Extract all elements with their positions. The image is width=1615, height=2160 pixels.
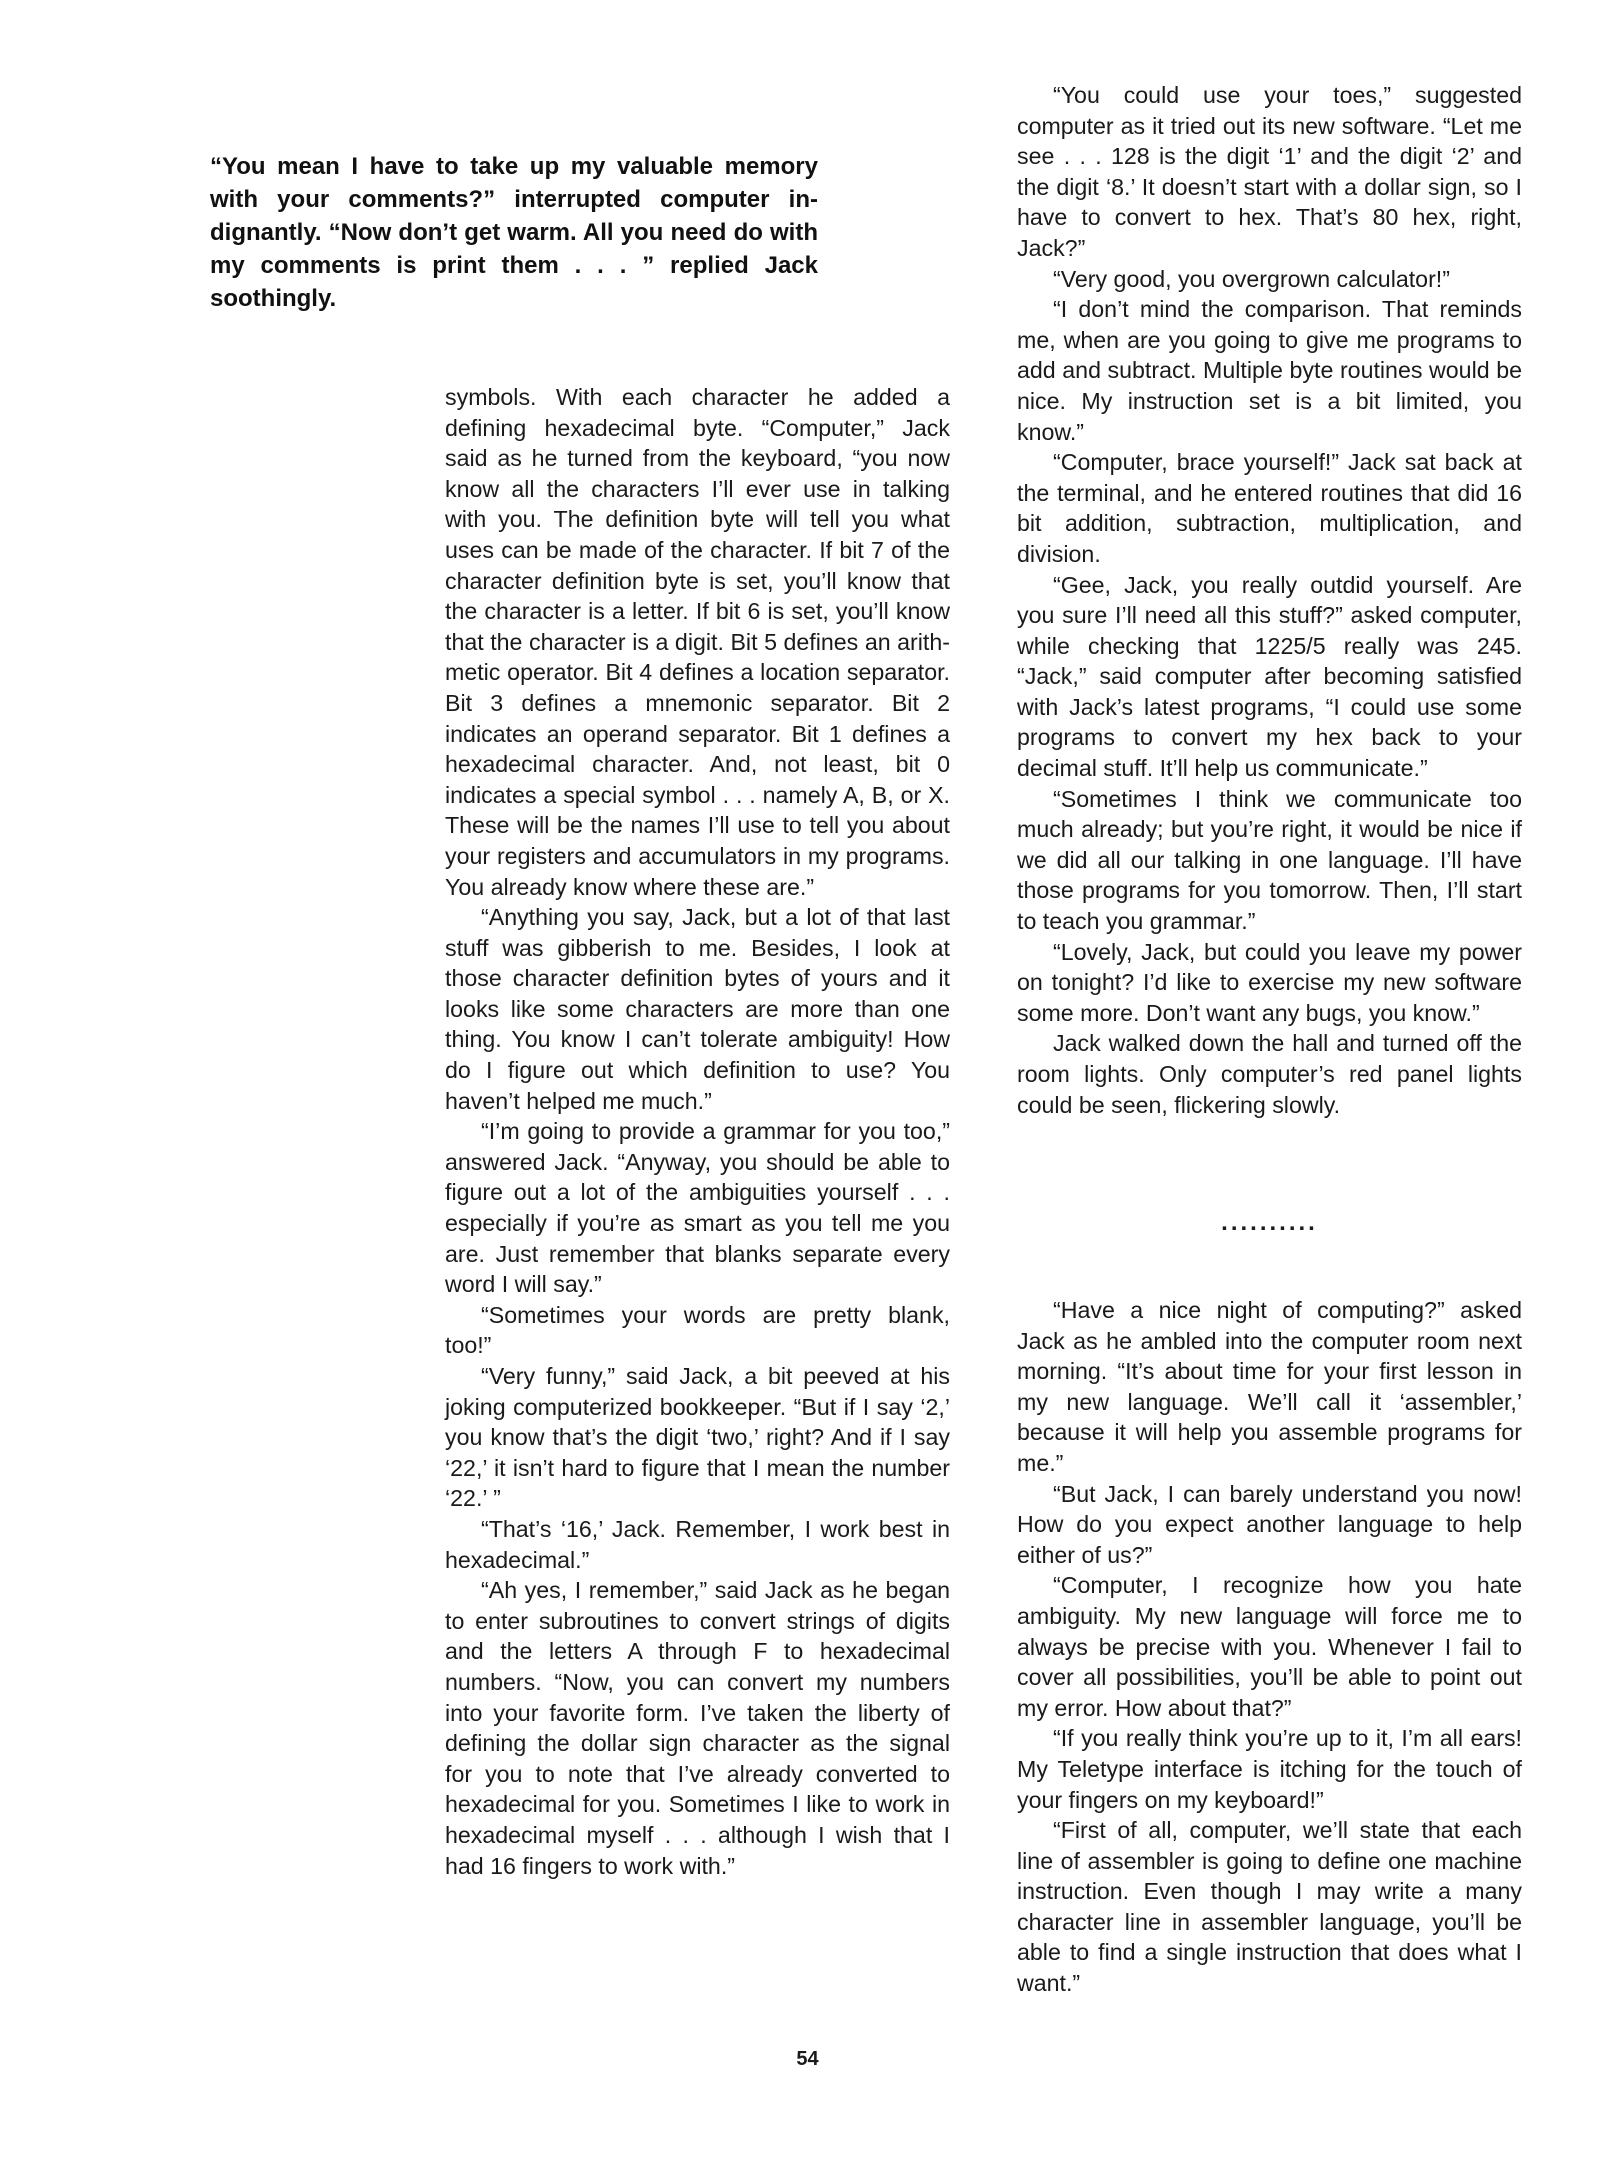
paragraph: “First of all, computer, we’ll state that each line of assembler is going to define one machine instruction. Even though I may write a many character line in assembler language, you’ll be able to find a single instruction that does what I want.” bbox=[1017, 1817, 1522, 1997]
pull-quote: “You mean I have to take up my valuable memory with your comments?” interrupted computer indignantly. “Now don’t get warm. All you need do with my comments is print them . . . ” replied Jack soothingly. bbox=[210, 153, 818, 312]
paragraph: Jack walked down the hall and turned off the room lights. Only computer’s red panel lights could be seen, flickering slowly. bbox=[1017, 1030, 1522, 1118]
left-column bbox=[445, 382, 950, 1881]
paragraph: “Computer, brace yourself!” Jack sat back at the terminal, and he entered routines that did 16 bit addition, subtraction, multiplication, and division. bbox=[1017, 449, 1522, 567]
paragraph: “Gee, Jack, you really outdid yourself. Are you sure I’ll need all this stuff?” asked computer, while checking that 1225/5 really was 245. “Jack,” said computer after becoming satisfied with Jack’s latest programs, “I could use some programs to convert my hex back to your decimal stuff. It’ll help us communicate.” bbox=[1017, 571, 1522, 782]
paragraph: “But Jack, I can barely understand you now! How do you expect another language to help either of us?” bbox=[1017, 1480, 1522, 1568]
paragraph: “Have a nice night of computing?” asked Jack as he ambled into the computer room next morning. “It’s about time for your first lesson in my new language. We’ll call it ‘assembler,’ because it will help you assemble programs for me.” bbox=[1017, 1297, 1522, 1476]
right-column-lower bbox=[1017, 1295, 1522, 1999]
paragraph: “Very funny,” said Jack, a bit peeved at his joking computerized bookkeeper. “But if I say ‘2,’ you know that’s the digit ‘two,’ right? And if I say ‘22,’ it isn’t hard to figure that I mean the number ‘22.’ ” bbox=[445, 1363, 950, 1512]
paragraph: “I’m going to provide a grammar for you too,” answered Jack. “Anyway, you should be able to figure out a lot of the ambiguities yourself . . . especially if you’re as smart as you tell me you are. Just remember that blanks separate every word I will say.” bbox=[445, 1118, 950, 1298]
paragraph: “Anything you say, Jack, but a lot of that last stuff was gibberish to me. Besides, I look at those character definition bytes of yours and it looks like some characters are more than one thing. You know I can’t tolerate ambiguity! How do I figure out which definition to use? You haven’t helped me much.” bbox=[445, 904, 950, 1114]
paragraph: “You could use your toes,” suggested computer as it tried out its new software. “Let me see . . . 128 is the digit ‘1’ and the digit ‘2’ and the digit ‘8.’ It doesn’t start with a dollar sign, so I have to convert to hex. That’s 80 hex, right, Jack?” bbox=[1017, 82, 1522, 261]
paragraph: “Sometimes I think we communicate too much already; but you’re right, it would be nice if we did all our talking in one language. I’ll have those programs for you tomorrow. Then, I’ll start to teach you grammar.” bbox=[1017, 785, 1522, 935]
paragraph: “Sometimes your words are pretty blank, too!” bbox=[445, 1301, 950, 1359]
section-divider: .......... bbox=[1221, 1209, 1318, 1236]
paragraph: “Ah yes, I remember,” said Jack as he began to enter subroutines to convert strings of digits and the letters A through F to hexadecimal numbers. “Now, you can convert my numbers into your favorite form. I’ve taken the liberty of defining the dollar sign character as the signal for you to note that I’ve already converted to hexadecimal for you. Sometimes I like to work in hexadecimal myself . . . although I wish that I had 16 fingers to work with.” bbox=[445, 1577, 950, 1879]
paragraph: “I don’t mind the comparison. That reminds me, when are you going to give me programs to add and subtract. Multiple byte routines would be nice. My instruction set is a bit limited, you know.” bbox=[1017, 296, 1522, 445]
page-number: 54 bbox=[796, 2048, 819, 2070]
right-column-upper bbox=[1017, 80, 1522, 1120]
paragraph: “Very good, you overgrown calculator!” bbox=[1053, 265, 1450, 292]
paragraph: “Computer, I recognize how you hate ambiguity. My new language will force me to always be precise with you. Whenever I fail to cover all possibilities, you’ll be able to point out my error. How about that?” bbox=[1017, 1572, 1522, 1721]
paragraph: symbols. With each character he added a defining hexadecimal byte. “Computer,” Jack said as he turned from the keyboard, “you now know all the characters I’ll ever use in talking with you. The definition byte will tell you what uses can be made of the character. If bit 7 of the character definition byte is set, you’ll know that the character is a letter. If bit 6 is set, you’ll know that the character is a digit. Bit 5 defines an arithmetic operator. Bit 4 defines a location separator. Bit 3 defines a mnemonic separator. Bit 2 indicates an operand separator. Bit 1 defines a hexadecimal character. And, not least, bit 0 indicates a special symbol . . . namely A, B, or X. These will be the names I’ll use to tell you about your registers and accumulators in my programs. You already know where these are.” bbox=[445, 384, 950, 900]
paragraph: “Lovely, Jack, but could you leave my power on tonight? I’d like to exercise my new software some more. Don’t want any bugs, you know.” bbox=[1017, 938, 1522, 1026]
paragraph: “If you really think you’re up to it, I’m all ears! My Teletype interface is itching for the touch of your fingers on my keyboard!” bbox=[1017, 1725, 1522, 1813]
paragraph: “That’s ‘16,’ Jack. Remember, I work best in hexadecimal.” bbox=[445, 1515, 950, 1573]
